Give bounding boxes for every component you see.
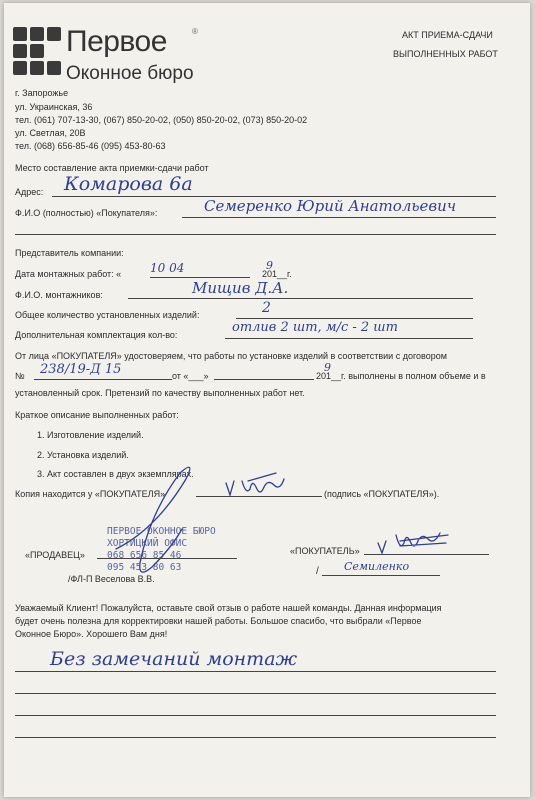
works-item-3: 3. Акт составлен в двух экземплярах. xyxy=(37,469,194,479)
feedback-line2: будет очень полезна для корректировки нашей работы. Большое спасибо, что выбрали «Первое xyxy=(15,616,422,626)
installers-handwritten: Мищив Д.А. xyxy=(192,279,289,297)
statement-line3: установленный срок. Претензий по качеству выполненных работ нет. xyxy=(15,388,305,398)
company-stamp: ПЕРВОЕ ОКОННОЕ БЮРО ХОРТИЦКИЙ ОФИС 068 656 85 46 095 453 80 63 xyxy=(107,526,216,573)
doc-title-line2: ВЫПОЛНЕННЫХ РАБОТ xyxy=(393,49,498,59)
buyer-name-label: Ф.И.О (полностью) «Покупателя»: xyxy=(15,208,158,218)
buyer-signature xyxy=(378,533,448,553)
feedback-line-c xyxy=(15,715,496,716)
extra-handwritten: отлив 2 шт, м/с - 2 шт xyxy=(232,320,398,335)
phones-1: тел. (061) 707-13-30, (067) 850-20-02, (050) 850-20-02, (073) 850-20-02 xyxy=(15,115,308,125)
buyer-label: «ПОКУПАТЕЛЬ» xyxy=(290,546,360,556)
place-label: Место составление акта приемки-сдачи работ xyxy=(15,163,209,173)
date-year-handwritten: 9 xyxy=(266,259,273,272)
statement-from: от «___» xyxy=(172,371,209,381)
works-title: Краткое описание выполненных работ: xyxy=(15,410,179,420)
works-item-2: 2. Установка изделий. xyxy=(37,450,129,460)
address-handwritten: Комарова 6а xyxy=(64,173,193,195)
brand-name-line2: Оконное бюро xyxy=(66,63,194,84)
copy-signature xyxy=(226,473,284,495)
address-1: ул. Украинская, 36 xyxy=(15,102,93,112)
copy-sign-label: (подпись «ПОКУПАТЕЛЯ»). xyxy=(324,489,440,499)
works-item-1: 1. Изготовление изделий. xyxy=(37,430,144,440)
feedback-line-d xyxy=(15,737,496,738)
phones-2: тел. (068) 656-85-46 (095) 453-80-63 xyxy=(15,141,166,151)
extra-label: Дополнительная комплектация кол-во: xyxy=(15,330,178,340)
count-label: Общее количество установленных изделий: xyxy=(15,310,200,320)
buyer-name-handwritten: Семеренко Юрий Анатольевич xyxy=(204,197,457,215)
count-handwritten: 2 xyxy=(262,300,271,316)
statement-rest: 201__г. выполнены в полном объеме и в xyxy=(316,371,486,381)
installers-label: Ф.И.О. монтажников: xyxy=(15,290,103,300)
buyer-signature-name: Семиленко xyxy=(344,560,410,573)
seller-label: «ПРОДАВЕЦ» xyxy=(25,550,85,560)
feedback-line-a xyxy=(15,671,496,672)
buyer-name-sign-line xyxy=(322,575,440,576)
buyer-slash: / xyxy=(316,566,319,577)
rep-label: Представитель компании: xyxy=(15,248,124,258)
date-year-suffix: 201__г. xyxy=(262,269,292,279)
signatures-layer xyxy=(4,3,530,797)
date-label: Дата монтажных работ: « xyxy=(15,269,122,279)
statement-line1: От лица «ПОКУПАТЕЛЯ» удостоверяем, что работы по установке изделий в соответствии с договором xyxy=(15,351,447,361)
statement-no: № xyxy=(15,371,25,381)
statement-year-handwritten: 9 xyxy=(324,361,331,374)
brand-name-line1: Первое xyxy=(66,25,167,58)
registered-mark: ® xyxy=(192,27,198,36)
address-label: Адрес: xyxy=(15,187,44,197)
city: г. Запорожье xyxy=(15,88,69,98)
feedback-line1: Уважаемый Клиент! Пожалуйста, оставьте свой отзыв о работе нашей команды. Данная информация xyxy=(15,603,442,613)
buyer-sign-line xyxy=(364,554,489,555)
contract-number-handwritten: 238/19-Д 15 xyxy=(40,362,122,377)
seller-name: /ФЛ-П Веселова В.В. xyxy=(68,574,155,584)
seller-line xyxy=(97,558,237,559)
doc-title-line1: АКТ ПРИЕМА-СДАЧИ xyxy=(402,30,493,40)
date-handwritten: 10 04 xyxy=(150,261,185,275)
feedback-line-b xyxy=(15,693,496,694)
address-2: ул. Светлая, 20В xyxy=(15,128,86,138)
copy-label: Копия находится у «ПОКУПАТЕЛЯ» xyxy=(15,489,166,499)
document-page xyxy=(4,3,530,797)
feedback-line3: Оконное Бюро». Хорошего Вам дня! xyxy=(15,629,168,639)
feedback-handwritten: Без замечаний монтаж xyxy=(50,648,298,670)
